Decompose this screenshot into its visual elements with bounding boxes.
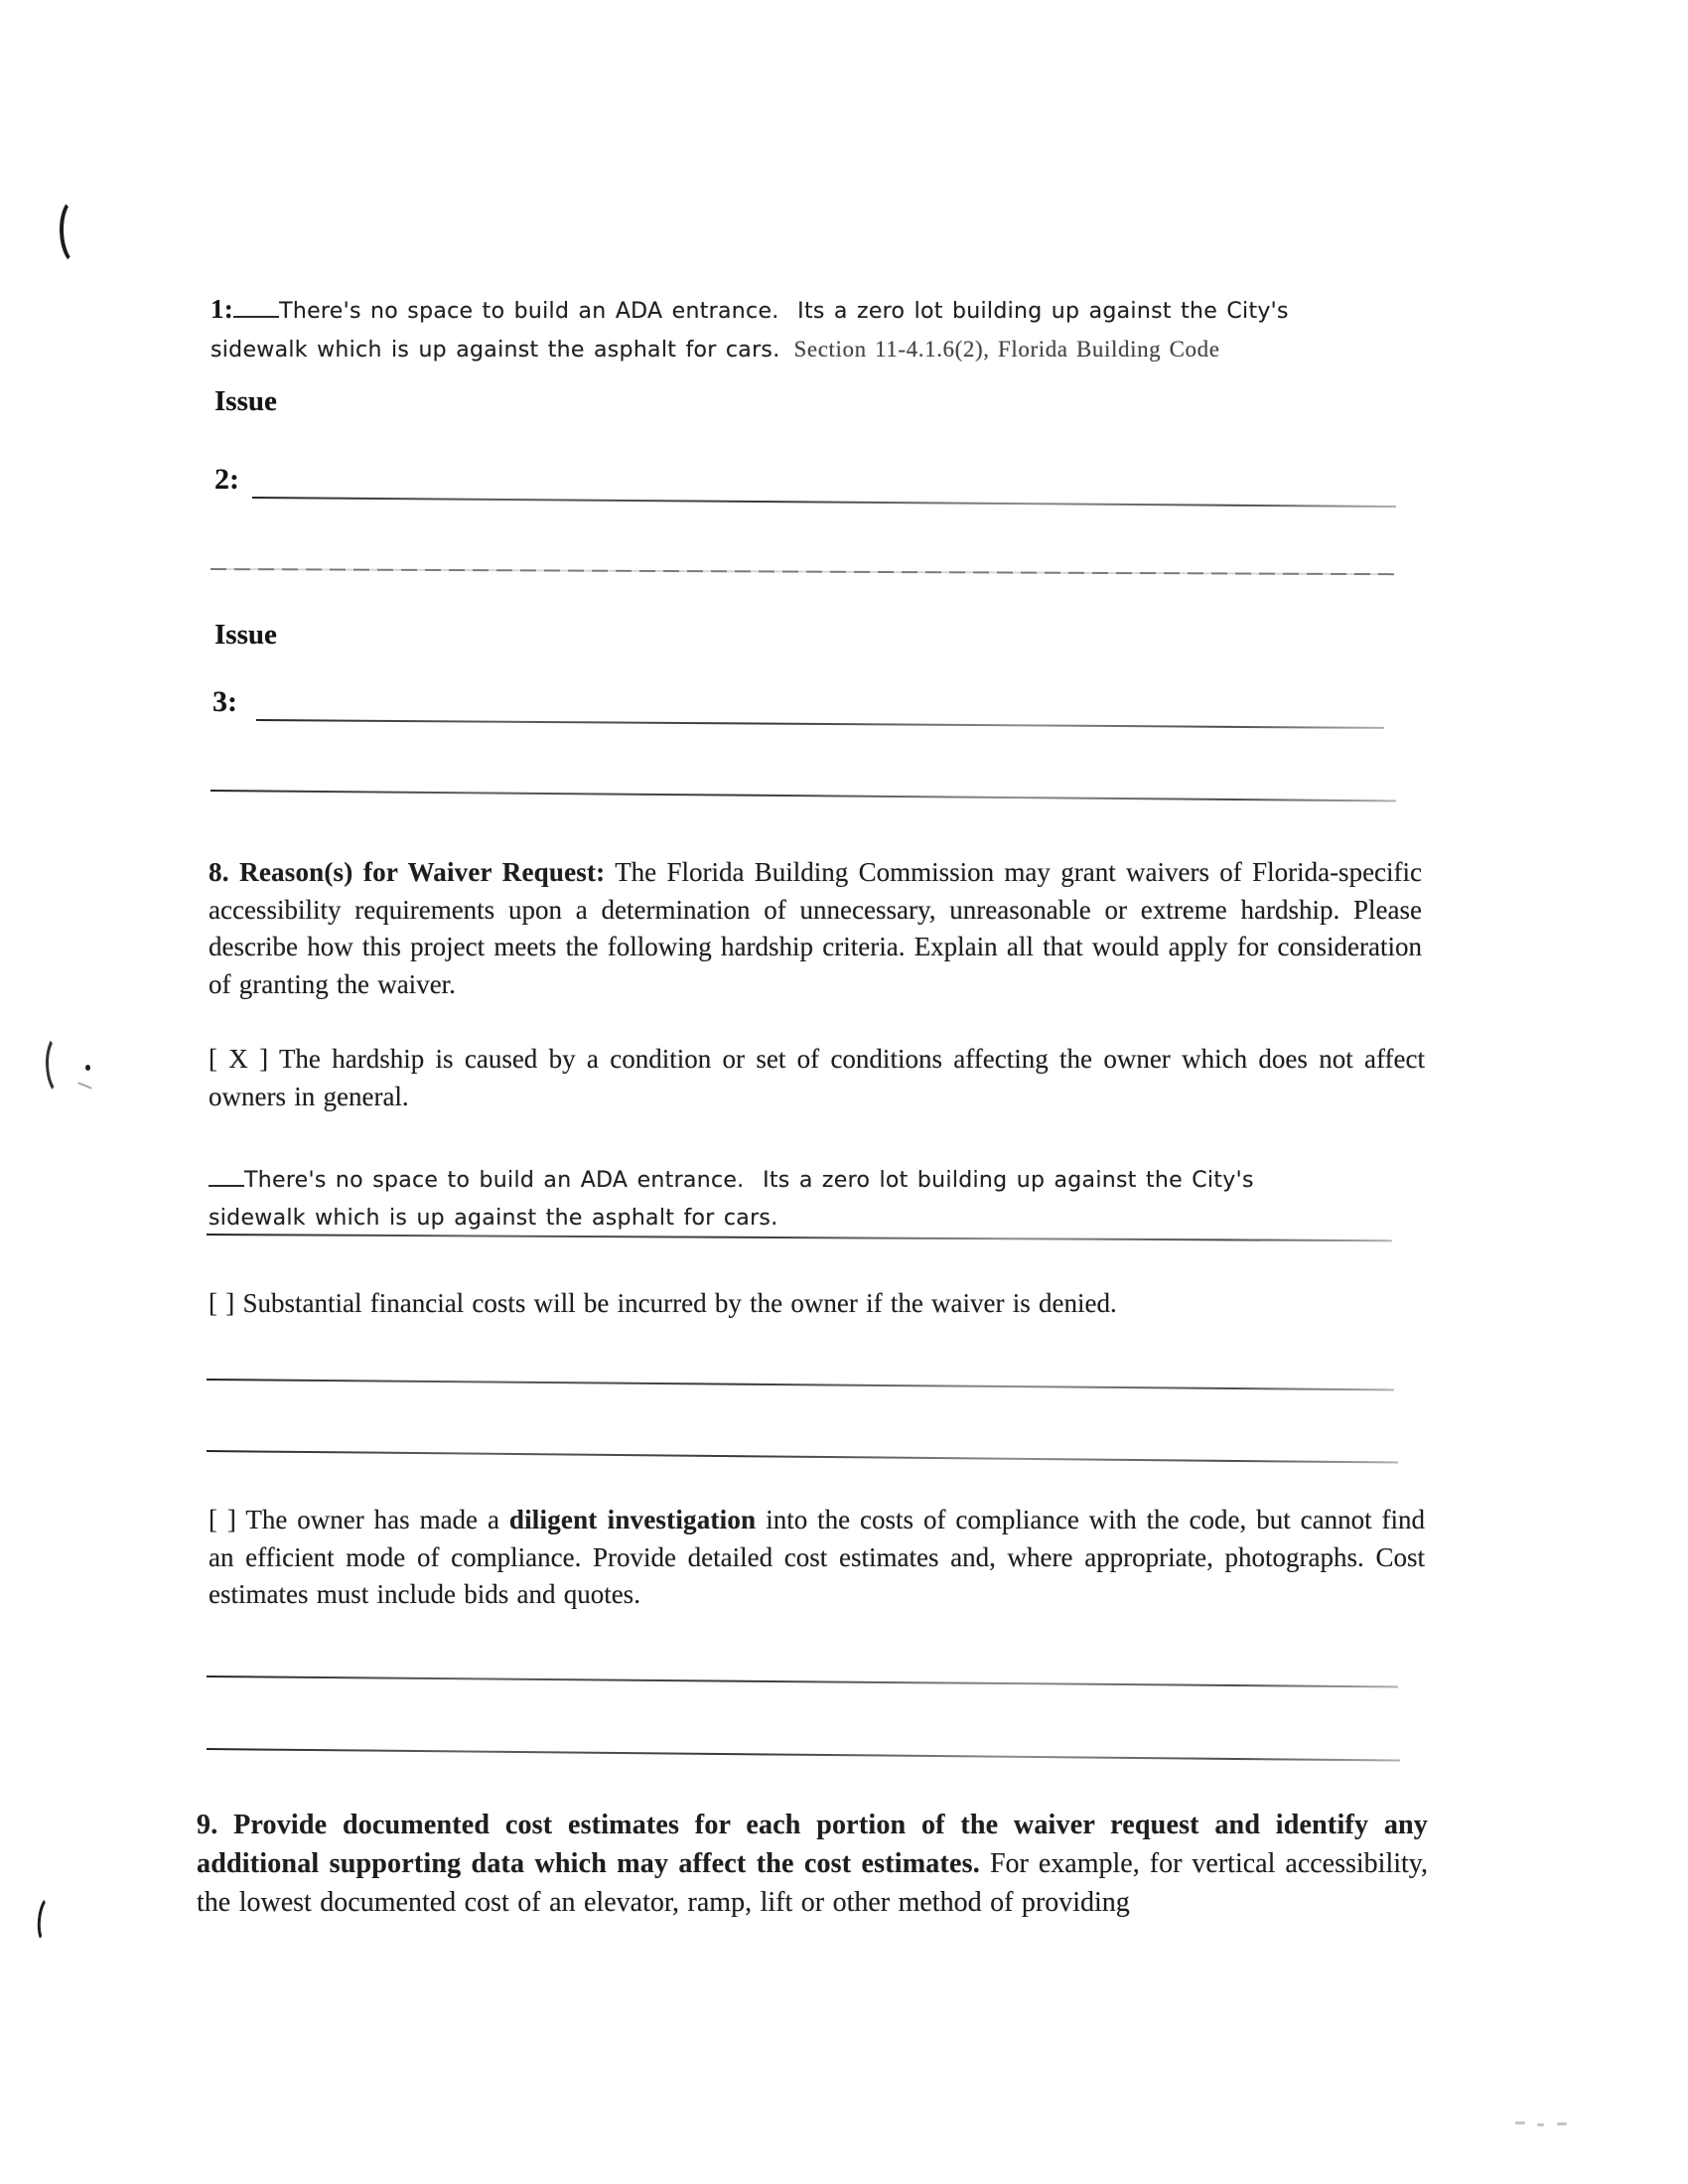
item-2-number: 2: <box>214 463 239 496</box>
pen-mark-paren-top-left <box>59 196 96 266</box>
section-8-body: The Florida Building Commission may grant waivers of Florida-specific accessibility requirements upon a determination of unnecessary, unreasonable or extreme hardship. Please describe how this project meets the following hardship criteria. Explain all that would apply for consideration of granting the waiver. <box>209 857 1423 999</box>
answer-line-blank-2 <box>207 1450 1398 1464</box>
section-9-heading: 9. Provide documented cost estimates for each portion of the waiver request and identify any additional supporting data which may affect the cost estimates. <box>197 1810 1428 1879</box>
item-2-answer-line <box>252 497 1396 508</box>
code-citation: Section 11-4.1.6(2), Florida Building Code <box>793 337 1220 362</box>
issue-heading-2: Issue <box>214 385 277 417</box>
section-8-paragraph <box>209 854 1422 1003</box>
issue-heading-3: Issue <box>214 619 277 651</box>
criterion-diligent-text-after: into the costs of compliance with the code, but cannot find an efficient mode of compliance. Provide detailed cost estimates and, where appropriate, photographs. Cost estimates must include bids and quotes. <box>209 1505 1426 1609</box>
criterion-diligent <box>209 1502 1425 1614</box>
scan-speck-1 <box>1515 2121 1525 2124</box>
diligent-checkbox-empty: [ ] <box>209 1505 236 1534</box>
financial-checkbox-empty: [ ] <box>209 1288 235 1318</box>
answer-line-blank-3 <box>207 1675 1398 1687</box>
answer-line-blank-1 <box>207 1379 1394 1390</box>
divider-line-2 <box>211 790 1396 801</box>
scan-speck-3 <box>1557 2122 1567 2125</box>
criterion-financial-text: Substantial financial costs will be incurred by the owner if the waiver is denied. <box>242 1288 1117 1318</box>
hardship-answer-blank <box>209 1181 244 1187</box>
answer-line-blank-4 <box>207 1748 1400 1762</box>
pen-mark-dash <box>77 1082 92 1089</box>
diligent-investigation-bold: diligent investigation <box>508 1505 757 1534</box>
item-3-answer-line <box>256 719 1384 729</box>
hardship-answer-line-2 <box>209 1200 1254 1238</box>
section-9-body: For example, for vertical accessibility, the lowest documented cost of an elevator, ramp, lift or other method of providing <box>197 1848 1428 1918</box>
hardship-answer-block <box>209 1162 1254 1238</box>
section-8-heading: 8. Reason(s) for Waiver Request: <box>209 857 606 887</box>
item-1-blank-line <box>233 312 279 318</box>
item-1-number: 1: <box>211 294 234 324</box>
criterion-hardship <box>209 1041 1425 1115</box>
criterion-diligent-text-before: The owner has made a <box>245 1505 499 1534</box>
pen-mark-stroke-bottom-left <box>35 1894 61 1946</box>
section-9-paragraph <box>197 1806 1428 1922</box>
item-1-line-2 <box>211 331 1289 369</box>
criterion-financial <box>209 1285 1499 1323</box>
hardship-answer-line-1 <box>209 1162 1254 1200</box>
pen-mark-paren-mid-left <box>45 1032 77 1096</box>
criterion-hardship-text: The hardship is caused by a condition or set of conditions affecting the owner which does not affect owners in general. <box>209 1044 1425 1111</box>
item-1-answer-text-1: There's no space to build an ADA entrance. Its a zero lot building up against the City's <box>279 299 1289 324</box>
hardship-checkbox-checked: [ X ] <box>209 1044 269 1074</box>
item-1-answer-block <box>211 290 1289 369</box>
divider-line-1 <box>211 568 1394 575</box>
item-1-answer-text-2: sidewalk which is up against the asphalt for cars. <box>211 338 780 363</box>
hardship-answer-text-2: sidewalk which is up against the asphalt for cars. <box>209 1206 778 1231</box>
item-3-number: 3: <box>212 685 237 718</box>
hardship-answer-text-1: There's no space to build an ADA entrance. Its a zero lot building up against the City's <box>244 1168 1254 1193</box>
item-1-line-1 <box>211 290 1289 331</box>
scan-speck-2 <box>1537 2123 1544 2126</box>
pen-mark-dot <box>85 1065 90 1071</box>
